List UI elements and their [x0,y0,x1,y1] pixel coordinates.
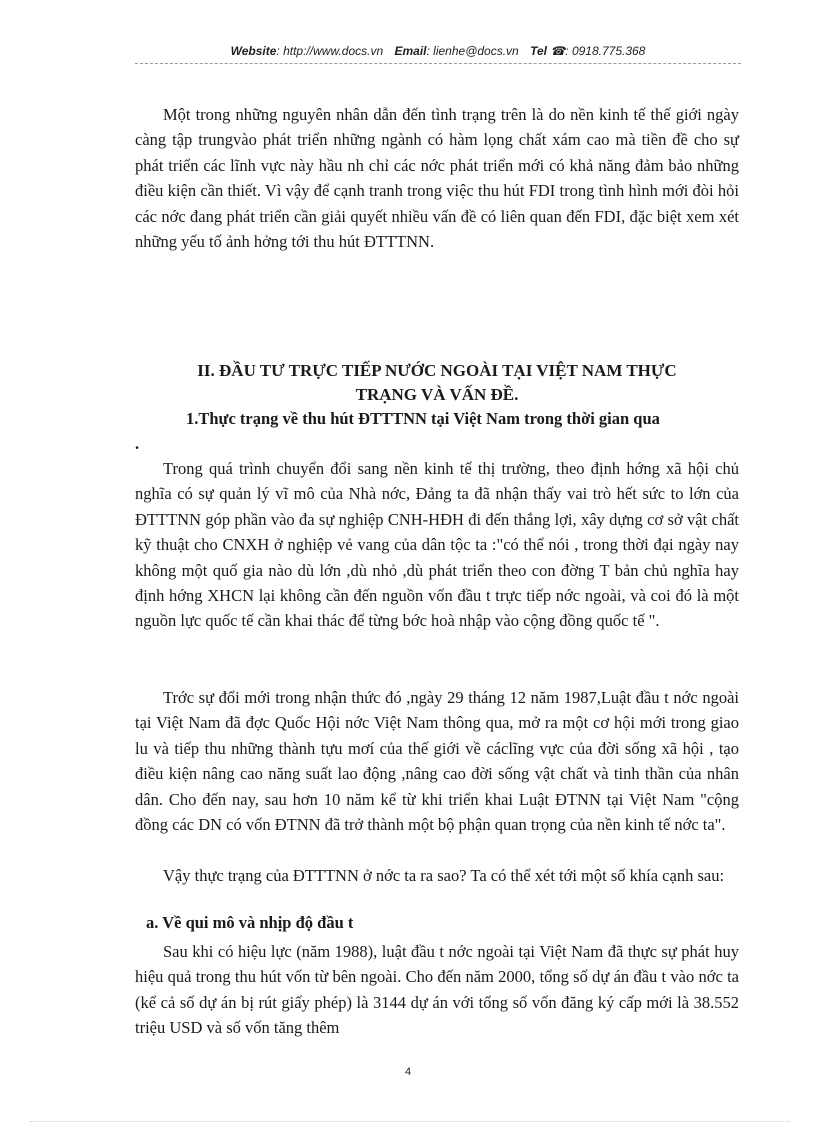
page-header [135,44,741,58]
tel-label: Tel [530,44,547,58]
footer-divider [30,1121,790,1122]
website-value: : http://www.docs.vn [276,44,384,58]
subheading-1 [186,409,660,429]
subheading-1-number: 1. [186,409,199,428]
page-number: 4 [404,1066,412,1078]
subheading-a: a. Về qui mô và nhịp độ đầu t [146,913,354,932]
subheading-1-trailing: . [135,434,140,453]
intro-paragraph: Một trong những nguyên nhân dẫn đến tình trạng trên là do nền kinh tế thế giới ngày càng tập trungvào phát triển những ngành có hàm lọng chất xám cao mà tiền đề cho sự phát triển các lĩnh vực này hầu nh chỉ các nớc phát triển mới có khả năng đảm bảo những điều kiện cần thiết. Vì vậy để cạnh tranh trong việc thu hút FDI trong tình hình mới đòi hỏi các nớc đang phát triển cần giải quyết nhiều vấn đề có liên quan đến FDI, đặc biệt xem xét những yếu tố ảnh hởng tới thu hút ĐTTTNN. [135,105,739,252]
subheading-1-title: Thực trạng về thu hút ĐTTTNN tại Việt Nam trong thời gian qua [198,409,660,428]
email-value: : lienhe@docs.vn [426,44,519,58]
header-divider [135,63,741,64]
paragraph-2: Trớc sự đổi mới trong nhận thức đó ,ngày 29 tháng 12 năm 1987,Luật đầu t nớc ngoài tại Việt Nam đã đợc Quốc Hội nớc Việt Nam thông qua, mở ra một cơ hội mới trong giao lu và tiếp thu những thành tựu mơí của thế giới về cáclĩng vực của đời sống xã hội , tạo điều kiện nâng cao năng suất lao động ,nâng cao đời sống vật chất và tinh thần của nhân dân. Cho đến nay, sau hơn 10 năm kể từ khi triển khai Luật ĐTNN tại Việt Nam "cộng đồng các DN có vốn ĐTNN đã trở thành một bộ phận quan trọng của nền kinh tế nớc ta". [135,688,739,835]
website-label: Website [230,44,277,58]
section-heading-line-1: II. ĐẦU TƯ TRỰC TIẾP NƯỚC NGOÀI TẠI VIỆT NAM THỰC [197,361,677,380]
tel-value: : 0918.775.368 [565,44,646,58]
section-heading-line-2: TRẠNG VÀ VẤN ĐỀ. [355,385,519,404]
email-label: Email [394,44,427,58]
phone-icon: ☎ [550,44,566,58]
paragraph-4: Sau khi có hiệu lực (năm 1988), luật đầu t nớc ngoài tại Việt Nam đã thực sự phát huy hiệu quả trong thu hút vốn từ bên ngoài. Cho đến năm 2000, tổng số dự án đầu t vào nớc ta (kể cả số dự án bị rút giấy phép) là 3144 dự án với tổng số vốn đăng ký cấp mới là 38.552 triệu USD và số vốn tăng thêm [135,942,739,1038]
paragraph-3: Vậy thực trạng của ĐTTTNN ở nớc ta ra sao? Ta có thể xét tới một số khía cạnh sau: [163,866,725,885]
section-heading [135,359,739,407]
paragraph-1: Trong quá trình chuyển đổi sang nền kinh tế thị trường, theo định hớng xã hội chủ nghĩa có sự quản lý vĩ mô của Nhà nớc, Đảng ta đã nhận thấy vai trò hết sức to lớn của ĐTTTNN góp phần vào đa sự nghiệp CNH-HĐH đi đến thắng lợi, xây dựng cơ sở vật chất kỹ thuật cho CNXH ở nghiệp vẻ vang của dân tộc ta :"có thể nói , trong thời đại ngày nay không một quố gia nào dù lớn ,dù nhỏ ,dù phát triển theo con đờng T bản chủ nghĩa hay định hớng XHCN lại không cần đến nguồn vốn đầu t trực tiếp nớc ngoài, và coi đó là một nguồn lực quốc tế cần khai thác để từng bớc hoà nhập vào cộng đồng quốc tế ". [135,459,739,631]
